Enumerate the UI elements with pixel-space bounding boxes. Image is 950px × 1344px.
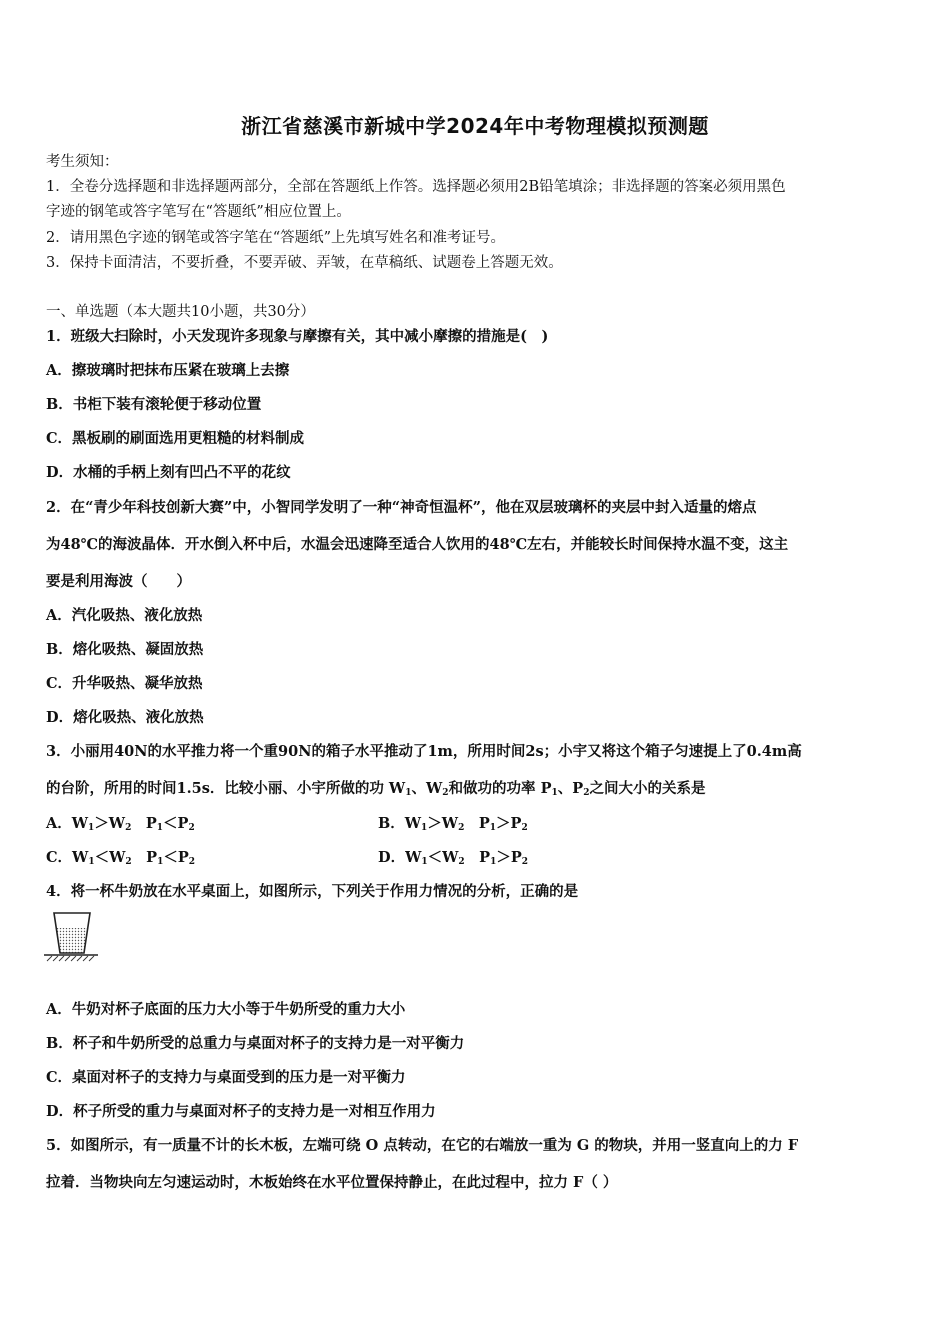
q4-option-b: B．杯子和牛奶所受的总重力与桌面对杯子的支持力是一对平衡力 — [46, 1035, 465, 1052]
notice-item-2: 2．请用黑色字迹的钢笔或答字笔在“答题纸”上先填写姓名和准考证号。 — [46, 230, 506, 246]
notice-heading: 考生须知： — [46, 154, 119, 170]
q2-stem-line3: 要是利用海波（ ） — [46, 573, 191, 590]
q1-option-b: B．书柜下装有滚轮便于移动位置 — [46, 396, 262, 413]
page-title: 浙江省慈溪市新城中学2024年中考物理模拟预测题 — [241, 114, 709, 138]
milk-liquid — [56, 928, 88, 953]
q5-stem-line1: 5．如图所示，有一质量不计的长木板，左端可绕 O 点转动，在它的右端放一重为 G 的物块，并用一竖直向上的力 F — [46, 1137, 799, 1154]
q2-option-c: C．升华吸热、凝华放热 — [46, 675, 203, 692]
q2-option-a: A．汽化吸热、液化放热 — [46, 607, 203, 624]
q1-option-d: D．水桶的手柄上刻有凹凸不平的花纹 — [46, 464, 291, 481]
q4-option-d: D．杯子所受的重力与桌面对杯子的支持力是一对相互作用力 — [46, 1103, 436, 1120]
q3-option-d: D．$W_1<W_2$ $P_1>P_2$ — [378, 849, 529, 867]
q3-stem-line1: 3．小丽用40N的水平推力将一个重90N的箱子水平推动了1m，所用时间2s；小宇又将这个箱子匀速提上了0.4m高 — [46, 743, 802, 760]
q1-stem: 1．班级大扫除时，小天发现许多现象与摩擦有关，其中减小摩擦的措施是( ) — [46, 328, 549, 345]
notice-item-1-cont: 字迹的钢笔或答字笔写在“答题纸”相应位置上。 — [46, 204, 351, 220]
notice-item-3: 3．保持卡面清洁，不要折叠，不要弄破、弄皱，在草稿纸、试题卷上答题无效。 — [46, 255, 563, 271]
q2-stem-line1: 2．在“青少年科技创新大赛”中，小智同学发明了一种“神奇恒温杯”，他在双层玻璃杯的夹层中封入适量的熔点 — [46, 499, 757, 516]
q2-option-d: D．熔化吸热、液化放热 — [46, 709, 204, 726]
table-hatching — [47, 956, 94, 961]
q4-option-c: C．桌面对杯子的支持力与桌面受到的压力是一对平衡力 — [46, 1069, 406, 1086]
notice-item-1: 1．全卷分选择题和非选择题两部分，全部在答题纸上作答。选择题必须用2B铅笔填涂；非选择题的答案必须用黑色 — [46, 179, 786, 195]
q3-option-c: C．$W_1<W_2$ $P_1<P_2$ — [46, 849, 195, 867]
q4-option-a: A．牛奶对杯子底面的压力大小等于牛奶所受的重力大小 — [46, 1001, 406, 1018]
q3-stem-line2: 的台阶，所用的时间1.5s．比较小丽、小宇所做的功 $W_1$、$W_2$和做功的功率 $P_1$、$P_2$之间大小的关系是 — [46, 780, 706, 798]
q3-option-a: A．$W_1>W_2$ $P_1<P_2$ — [46, 815, 195, 833]
q2-option-b: B．熔化吸热、凝固放热 — [46, 641, 204, 658]
milk-cup-figure — [44, 909, 100, 963]
section-heading: 一、单选题（本大题共10小题，共30分） — [46, 304, 315, 320]
q3-option-b: B．$W_1>W_2$ $P_1>P_2$ — [378, 815, 528, 833]
q1-option-c: C．黑板刷的刷面选用更粗糙的材料制成 — [46, 430, 305, 447]
q5-stem-line2: 拉着．当物块向左匀速运动时，木板始终在水平位置保持静止，在此过程中，拉力 F（ ） — [46, 1174, 618, 1191]
q4-stem: 4．将一杯牛奶放在水平桌面上，如图所示，下列关于作用力情况的分析，正确的是 — [46, 883, 579, 900]
q2-stem-line2: 为48℃的海波晶体．开水倒入杯中后，水温会迅速降至适合人饮用的48℃左右，并能较长时间保持水温不变，这主 — [46, 536, 789, 553]
q1-option-a: A．擦玻璃时把抹布压紧在玻璃上去擦 — [46, 362, 290, 379]
